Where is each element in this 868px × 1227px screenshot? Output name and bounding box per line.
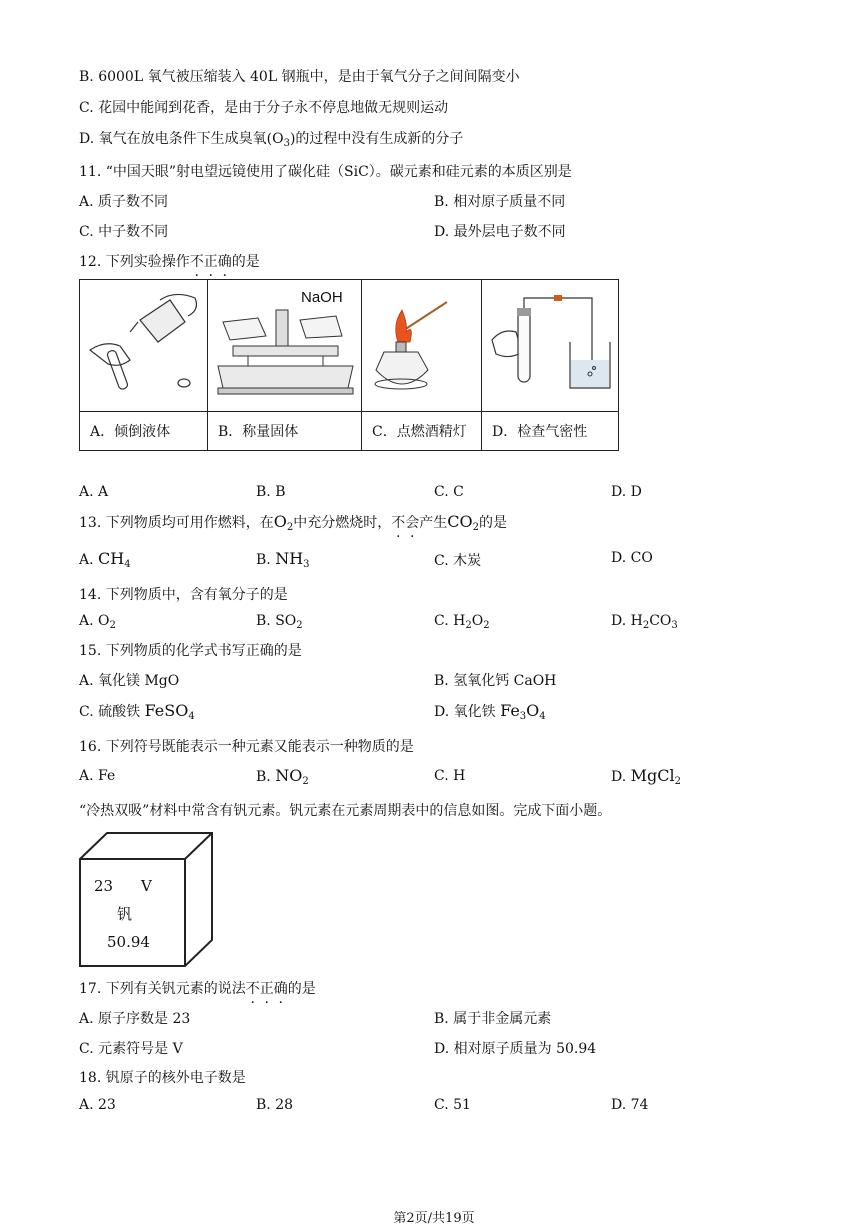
q16-stem: 16. 下列符号既能表示一种元素又能表示一种物质的是 <box>79 739 414 755</box>
q18-option-c: C. 51 <box>434 1097 471 1113</box>
q10-option-c: C. 花园中能闻到花香，是由于分子永不停息地做无规则运动 <box>79 100 449 116</box>
q11-stem: 11. “中国天眼”射电望远镜使用了碳化硅（SiC）。碳元素和硅元素的本质区别是 <box>79 164 572 180</box>
page-footer: 第2页/共19页 <box>393 1211 475 1226</box>
q11-option-c: C. 中子数不同 <box>79 224 169 240</box>
q14-option-d: D. $H_2CO_3$ <box>611 613 678 631</box>
pour-liquid-illustration <box>80 280 207 411</box>
balance-illustration <box>208 280 361 411</box>
q12-option-d: D. D <box>611 484 642 500</box>
q18-option-b: B. 28 <box>256 1097 294 1113</box>
caption-d: D．检查气密性 <box>482 412 619 451</box>
q13-option-b: B. $NH_3$ <box>256 549 310 570</box>
q15-stem: 15. 下列物质的化学式书写正确的是 <box>79 643 302 659</box>
q17-option-a: A. 原子序数是 23 <box>79 1011 191 1027</box>
q15-option-c: C. 硫酸铁 FeSO$_4$ <box>79 701 195 722</box>
q15-option-a: A. 氧化镁 MgO <box>79 673 180 689</box>
weigh-solid-cell <box>208 280 362 412</box>
q14-option-b: B. $SO_2$ <box>256 613 303 631</box>
check-airtightness-cell <box>482 280 619 412</box>
q12-figure-table <box>79 279 619 451</box>
caption-b: B．称量固体 <box>208 412 362 451</box>
vanadium-element-card <box>79 832 214 967</box>
q16-option-b: B. $NO_2$ <box>256 766 309 787</box>
q15-option-d: D. 氧化铁 $Fe_3O_4$ <box>434 701 546 722</box>
atomic-mass: 50.94 <box>107 933 150 951</box>
q17-stem: 17. 下列有关钒元素的说法不正确的是 <box>79 981 316 997</box>
element-name: 钒 <box>117 905 133 923</box>
q18-option-a: A. 23 <box>79 1097 116 1113</box>
light-lamp-cell <box>362 280 482 412</box>
q12-stem: 12. 下列实验操作不正确的是 <box>79 254 260 270</box>
q17-option-b: B. 属于非金属元素 <box>434 1011 552 1027</box>
q13-option-c: C. 木炭 <box>434 553 482 569</box>
q15-option-b: B. 氢氧化钙 CaOH <box>434 673 557 689</box>
q14-stem: 14. 下列物质中，含有氧分子的是 <box>79 587 288 603</box>
q12-option-c: C. C <box>434 484 464 500</box>
q11-option-d: D. 最外层电子数不同 <box>434 224 566 240</box>
q16-option-d: D. MgCl$_2$ <box>611 766 681 787</box>
q14-option-c: C. $H_2O_2$ <box>434 613 490 631</box>
q17-option-c: C. 元素符号是 V <box>79 1041 183 1057</box>
alcohol-lamp-illustration <box>362 280 481 411</box>
atomic-number: 23 <box>94 877 114 895</box>
airtightness-illustration <box>482 280 618 411</box>
q13-option-d: D. CO <box>611 550 653 566</box>
q13-option-a: A. $CH_4$ <box>79 549 131 570</box>
q17-option-d: D. 相对原子质量为 50.94 <box>434 1041 597 1057</box>
q11-option-a: A. 质子数不同 <box>79 194 169 210</box>
q14-option-a: A. $O_2$ <box>79 613 116 631</box>
pour-liquid-cell <box>80 280 208 412</box>
naoh-label: NaOH <box>301 289 343 306</box>
element-symbol: V <box>141 877 152 895</box>
q18-option-d: D. 74 <box>611 1097 649 1113</box>
q13-stem: 13. 下列物质均可用作燃料，在$O_2$中充分燃烧时，不会产生$CO_2$的是 <box>79 512 507 533</box>
q10-option-d: D. 氧气在放电条件下生成臭氧$(O_3)$的过程中没有生成新的分子 <box>79 131 464 149</box>
q12-option-a: A. A <box>79 484 109 500</box>
q18-stem: 18. 钒原子的核外电子数是 <box>79 1070 246 1086</box>
q10-option-b: B. 6000L 氧气被压缩装入 40L 钢瓶中，是由于氧气分子之间间隔变小 <box>79 69 520 85</box>
q16-option-c: C. H <box>434 768 466 784</box>
vanadium-intro: “冷热双吸”材料中常含有钒元素。钒元素在元素周期表中的信息如图。完成下面小题。 <box>79 803 612 819</box>
q11-option-b: B. 相对原子质量不同 <box>434 194 566 210</box>
caption-c: C．点燃酒精灯 <box>362 412 482 451</box>
q12-option-b: B. B <box>256 484 286 500</box>
q16-option-a: A. Fe <box>79 768 116 784</box>
caption-a: A．倾倒液体 <box>80 412 208 451</box>
